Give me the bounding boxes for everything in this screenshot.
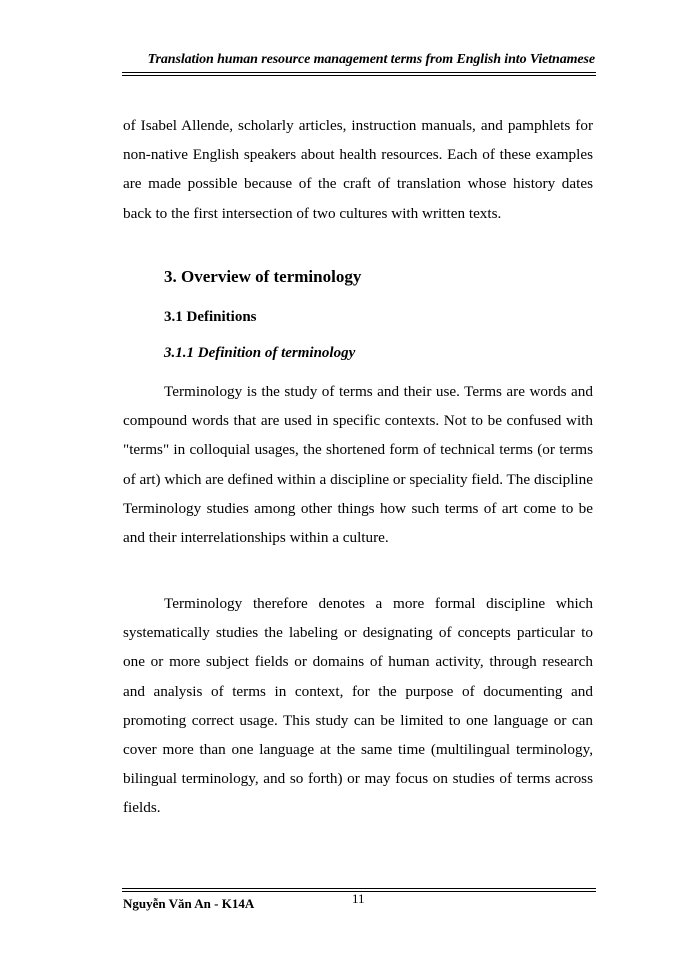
- paragraph-terminology: Terminology is the study of terms and their use. Terms are words and compound words that are used in specific contexts. Not to be confused with "terms" in colloquial usages, the shortened form of technical terms (or terms of art) which are defined within a discipline or speciality field. The discipline Terminology studies among other things how such terms of art come to be and their interrelationships within a culture.: [123, 383, 593, 547]
- section-heading: 3. Overview of terminology: [164, 267, 362, 286]
- header-rule: [122, 72, 596, 73]
- subsection-heading: 3.1 Definitions: [164, 309, 257, 325]
- subsubsection-heading: 3.1.1 Definition of terminology: [164, 345, 356, 361]
- page-number: 11: [352, 891, 365, 906]
- paragraph-continuation: of Isabel Allende, scholarly articles, instruction manuals, and pamphlets for non-native English speakers about health resources. Each of these examples are made possible because of the craft of translation whose history dates back to the first intersection of two cultures with written texts.: [123, 117, 593, 222]
- running-header-title: Translation human resource management terms from English into Vietnamese: [147, 52, 595, 67]
- header-rule-thin: [122, 75, 596, 76]
- footer-rule: [122, 888, 596, 889]
- paragraph-formal-discipline: Terminology therefore denotes a more formal discipline which systematically studies the labeling or designating of concepts particular to one or more subject fields or domains of human activity, through research and analysis of terms in context, for the purpose of documenting and promoting correct usage. This study can be limited to one language or can cover more than one language at the same time (multilingual terminology, bilingual terminology, and so forth) or may focus on studies of terms across fields.: [123, 595, 593, 817]
- footer-author: Nguyễn Văn An - K14A: [123, 896, 255, 911]
